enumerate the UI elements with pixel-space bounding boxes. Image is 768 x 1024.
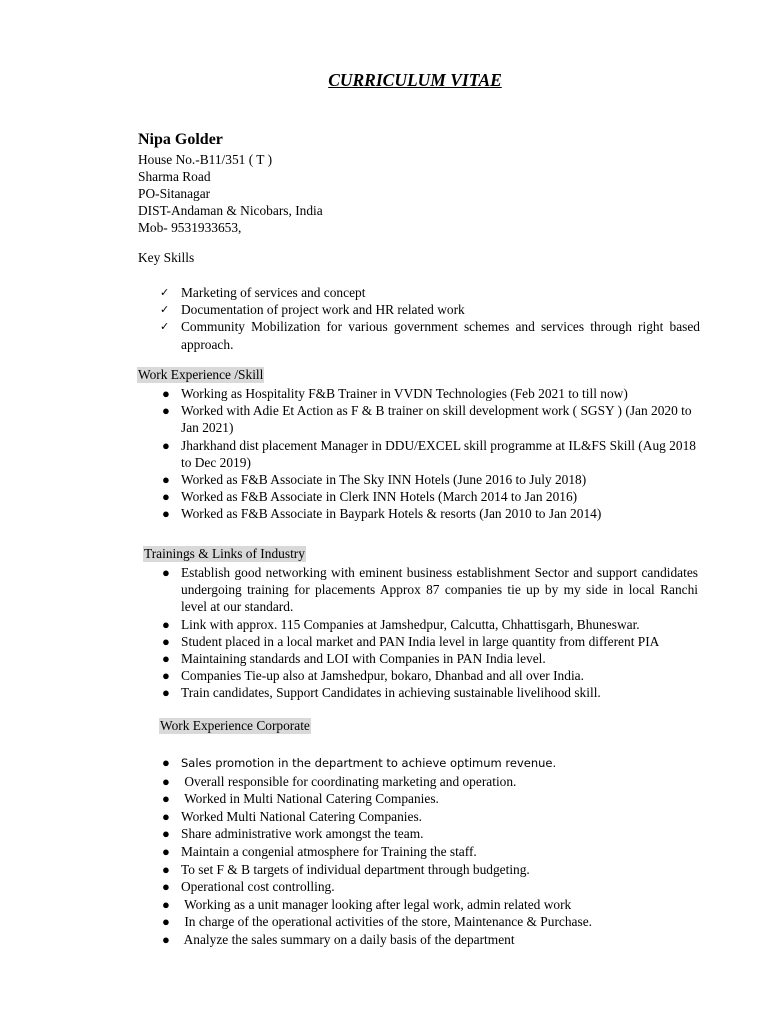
list-item: ● Link with approx. 115 Companies at Jamshedpur, Calcutta, Chhattisgarh, Bhuneswar. [162, 616, 640, 632]
bullet-icon: ● [162, 931, 170, 947]
list-item: ● Maintain a congenial atmosphere for Training the staff. [162, 843, 477, 859]
bullet-icon: ● [162, 914, 170, 930]
bullet-icon: ● [162, 861, 170, 877]
bullet-icon: ● [162, 506, 170, 522]
address-line-district: DIST-Andaman & Nicobars, India [138, 203, 323, 218]
list-item: ● To set F & B targets of individual department through budgeting. [162, 861, 530, 877]
checkmark-icon: ✓ [160, 303, 170, 317]
document-title: CURRICULUM VITAE [328, 70, 502, 90]
trainings-heading: Trainings & Links of Industry [144, 546, 305, 561]
address-line-po: PO-Sitanagar [138, 186, 211, 201]
address-line-mobile: Mob- 9531933653, [138, 220, 242, 235]
list-item: ● Establish good networking with eminent business establishment Sector and support candidates undergoing training for placements Approx 87 companies tie up by my side in local Ranchi level at our standard. [162, 565, 698, 615]
address-block [138, 151, 323, 236]
checkmark-icon: ✓ [160, 320, 170, 334]
bullet-icon: ● [162, 633, 170, 649]
list-item: ● Worked in Multi National Catering Companies. [162, 791, 439, 807]
bullet-icon: ● [162, 403, 170, 419]
bullet-icon: ● [162, 879, 170, 895]
bullet-icon: ● [162, 826, 170, 842]
list-item: ✓ Marketing of services and concept [160, 285, 366, 300]
bullet-icon: ● [162, 651, 170, 667]
list-item: ● Working as Hospitality F&B Trainer in VVDN Technologies (Feb 2021 to till now) [162, 386, 628, 401]
key-skills-list [160, 284, 700, 353]
list-item: ● Jharkhand dist placement Manager in DDU/EXCEL skill programme at IL&FS Skill (Aug 2018 to Dec 2019) [162, 437, 696, 470]
list-item: ● In charge of the operational activities of the store, Maintenance & Purchase. [162, 914, 592, 930]
bullet-icon: ● [162, 843, 170, 859]
list-item: ● Share administrative work amongst the team. [162, 826, 424, 842]
bullet-icon: ● [162, 565, 170, 580]
list-item: ● Worked as F&B Associate in Baypark Hotels & resorts (Jan 2010 to Jan 2014) [162, 506, 602, 522]
checkmark-icon: ✓ [160, 286, 170, 299]
bullet-icon: ● [162, 386, 170, 401]
bullet-icon: ● [162, 685, 170, 701]
list-item: ● Sales promotion in the department to achieve optimum revenue. [162, 755, 557, 770]
candidate-name: Nipa Golder [138, 131, 223, 148]
work-experience-list [160, 385, 698, 523]
list-item: ✓ Documentation of project work and HR related work [160, 302, 465, 318]
address-line-house: House No.-B11/351 ( T ) [138, 152, 273, 167]
address-line-road: Sharma Road [138, 169, 211, 184]
list-item: ● Worked Multi National Catering Companies. [162, 808, 423, 824]
bullet-icon: ● [162, 472, 170, 488]
list-item: ● Worked with Adie Et Action as F & B trainer on skill development work ( SGSY ) (Jan 2020 to Jan 2021) [162, 403, 692, 436]
list-item: ● Companies Tie-up also at Jamshedpur, bokaro, Dhanbad and all over India. [162, 668, 584, 684]
work-experience-heading: Work Experience /Skill [138, 367, 264, 382]
list-item: ● Working as a unit manager looking after legal work, admin related work [162, 896, 572, 912]
trainings-list [160, 564, 698, 702]
list-item: ● Analyze the sales summary on a daily basis of the department [162, 931, 515, 947]
list-item: ● Train candidates, Support Candidates in achieving sustainable livelihood skill. [162, 685, 601, 701]
bullet-icon: ● [162, 489, 170, 505]
bullet-icon: ● [162, 808, 170, 824]
list-item: ● Worked as F&B Associate in Clerk INN Hotels (March 2014 to Jan 2016) [162, 489, 578, 505]
bullet-icon: ● [162, 437, 170, 453]
list-item: ● Overall responsible for coordinating marketing and operation. [162, 773, 517, 789]
corporate-heading: Work Experience Corporate [160, 718, 310, 733]
bullet-icon: ● [162, 896, 170, 912]
bullet-icon: ● [162, 616, 170, 632]
bullet-icon: ● [162, 755, 170, 770]
list-item: ✓ Community Mobilization for various government schemes and services through right based approach. [160, 319, 700, 352]
key-skills-heading: Key Skills [138, 250, 195, 265]
bullet-icon: ● [162, 791, 170, 807]
list-item: ● Worked as F&B Associate in The Sky INN Hotels (June 2016 to July 2018) [162, 472, 587, 488]
list-item: ● Operational cost controlling. [162, 879, 335, 895]
bullet-icon: ● [162, 773, 170, 789]
bullet-icon: ● [162, 668, 170, 684]
corporate-list [160, 754, 698, 949]
list-item: ● Student placed in a local market and PAN India level in large quantity from different PIA [162, 633, 660, 649]
list-item: ● Maintaining standards and LOI with Companies in PAN India level. [162, 651, 546, 667]
